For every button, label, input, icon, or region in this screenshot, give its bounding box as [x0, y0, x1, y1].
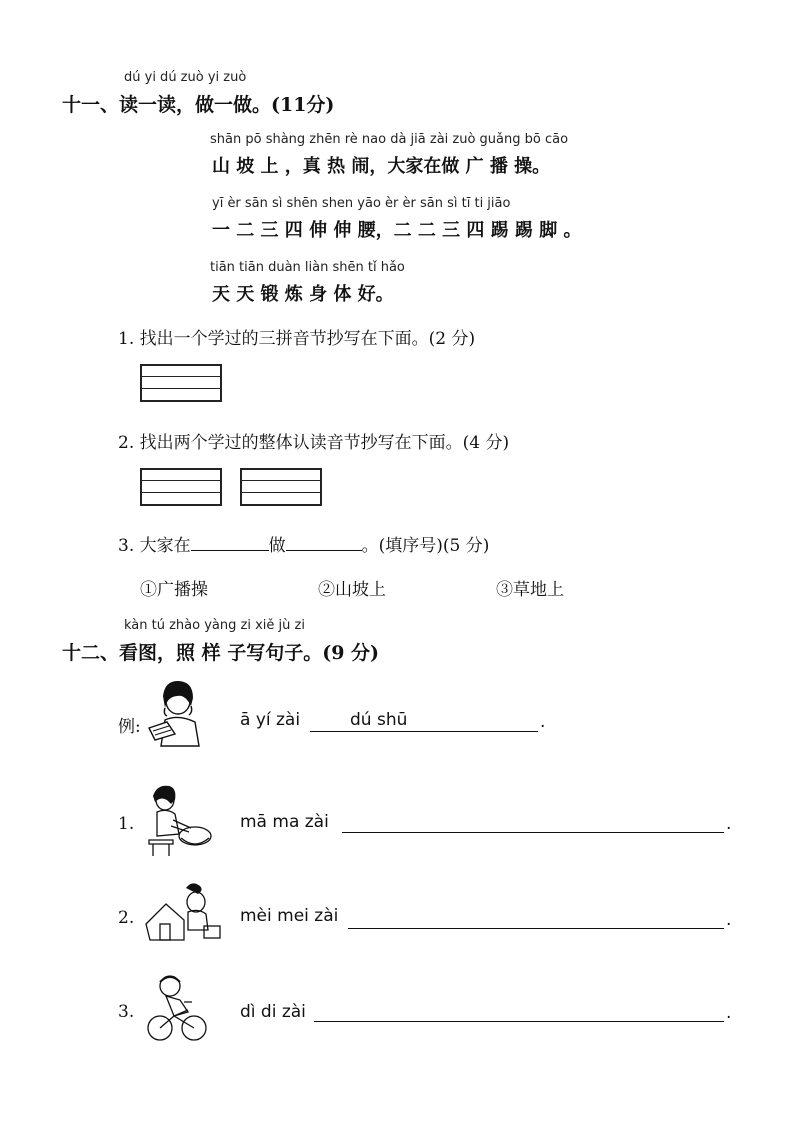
q3-middle: 做 — [268, 536, 286, 556]
example-answer-line — [310, 731, 538, 732]
option-1: ①广播操 — [140, 580, 208, 600]
writing-box-q1[interactable] — [140, 364, 222, 402]
poem-line-1: 山 坡 上 ，真 热 闹，大家在做 广 播 操。 — [212, 156, 551, 177]
poem-line-1-pinyin: shān pō shàng zhēn rè nao dà jiā zài zuò guǎng bō cāo — [210, 132, 569, 147]
poem-line-2: 一 二 三 四 伸 伸 腰，二 二 三 四 踢 踢 脚 。 — [212, 220, 582, 241]
question-3 — [118, 531, 489, 556]
item-2-period: . — [726, 910, 732, 930]
item-1-number: 1. — [118, 814, 135, 834]
section11-pinyin: dú yi dú zuò yi zuò — [124, 70, 247, 85]
poem-line-3: 天 天 锻 炼 身 体 好。 — [212, 284, 394, 305]
item-3-prompt: dì di zài — [240, 1002, 306, 1022]
q3-suffix: 。(填序号)(5 分) — [361, 536, 490, 556]
item-1-period: . — [726, 814, 732, 834]
item-2-answer-line[interactable] — [348, 928, 724, 929]
section11-title: 十一、读一读，做一做。(11分) — [62, 94, 335, 116]
option-2: ②山坡上 — [318, 580, 386, 600]
section12-pinyin: kàn tú zhào yàng zi xiě jù zi — [124, 618, 305, 633]
example-prompt: ā yí zài — [240, 710, 301, 730]
item-3-answer-line[interactable] — [314, 1021, 724, 1022]
writing-box-q2-b[interactable] — [240, 468, 322, 506]
writing-box-q2-a[interactable] — [140, 468, 222, 506]
option-3: ③草地上 — [496, 580, 564, 600]
poem-line-3-pinyin: tiān tiān duàn liàn shēn tǐ hǎo — [210, 260, 405, 275]
mother-washing-illustration — [143, 782, 213, 858]
question-2: 2. 找出两个学过的整体认读音节抄写在下面。(4 分) — [118, 433, 510, 453]
brother-riding-bike-illustration — [144, 972, 210, 1044]
question-1: 1. 找出一个学过的三拼音节抄写在下面。(2 分) — [118, 329, 476, 349]
q3-blank-2[interactable] — [286, 534, 362, 551]
poem-line-2-pinyin: yī èr sān sì shēn shen yāo èr èr sān sì tī ti jiāo — [212, 196, 511, 211]
section12-title: 十二、看图，照 样 子写句子。(9 分) — [62, 642, 380, 664]
example-answer: dú shū — [350, 710, 408, 730]
example-period: . — [540, 712, 546, 732]
item-3-period: . — [726, 1003, 732, 1023]
item-3-number: 3. — [118, 1002, 135, 1022]
item-2-number: 2. — [118, 908, 135, 928]
q3-prefix: 3. 大家在 — [118, 536, 191, 556]
sister-building-blocks-illustration — [140, 880, 226, 946]
girl-reading-illustration — [145, 676, 207, 748]
q3-blank-1[interactable] — [191, 534, 269, 551]
item-2-prompt: mèi mei zài — [240, 906, 339, 926]
item-1-prompt: mā ma zài — [240, 812, 329, 832]
item-1-answer-line[interactable] — [342, 832, 724, 833]
example-label: 例: — [118, 717, 141, 737]
